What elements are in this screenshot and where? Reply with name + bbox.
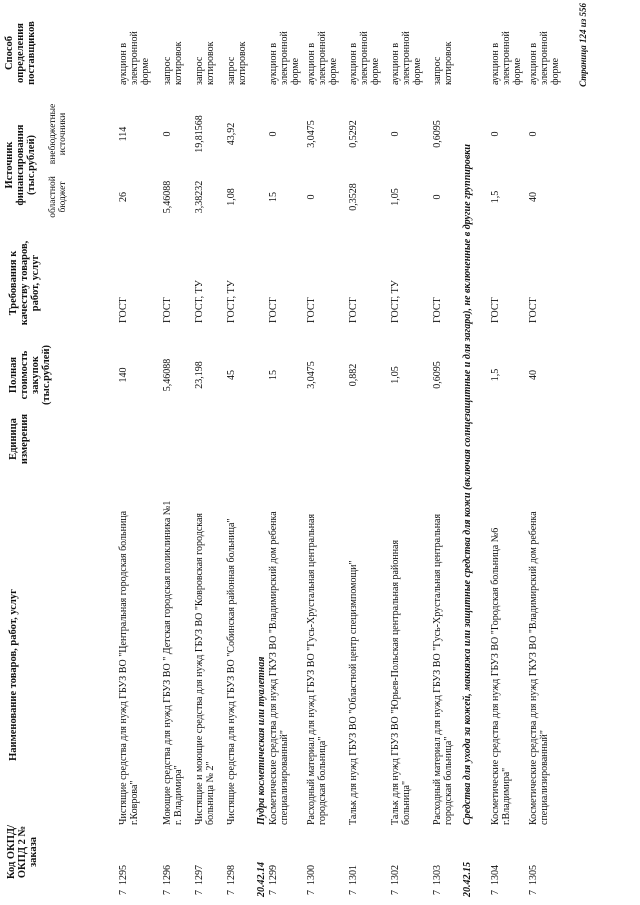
row-num: 1299 (268, 865, 279, 885)
row-prefix: 7 (226, 890, 237, 895)
row-other: 19,81568 (194, 115, 205, 153)
row-name: Косметические средства для нужд ГБУЗ ВО "Городская больница №6 г.Владимира" (490, 527, 512, 825)
header-method: Способ определения поставщиков (4, 21, 37, 85)
row-other: 43,92 (226, 122, 237, 146)
row-cost: 40 (528, 370, 539, 380)
group-code: 20.42.14 (256, 862, 267, 897)
header-funding-other: внебюджетные источники (48, 103, 68, 165)
row-prefix: 7 (528, 890, 539, 895)
row-method: запрос котировок (162, 41, 184, 85)
row-num: 1303 (432, 865, 443, 885)
row-req: ГОСТ (528, 297, 539, 323)
row-other: 0,5292 (348, 120, 359, 148)
row-num: 1295 (118, 865, 129, 885)
row-num: 1296 (162, 865, 173, 885)
row-other: 0,6095 (432, 120, 443, 148)
row-name: Расходный материал для нужд ГБУЗ ВО "Гусь-Хрустальная центральная городская больница" (432, 513, 454, 825)
row-prefix: 7 (390, 890, 401, 895)
row-req: ГОСТ (490, 297, 501, 323)
row-regional: 1,08 (226, 188, 237, 206)
row-num: 1302 (390, 865, 401, 885)
row-cost: 140 (118, 367, 129, 383)
row-req: ГОСТ (118, 297, 129, 323)
row-method: запрос котировок (432, 41, 454, 85)
row-regional: 1,5 (490, 190, 501, 204)
row-name: Моющие средства для нужд ГБУЗ ВО " Детская городская поликлиника №1 г. Владимира" (162, 500, 184, 825)
row-req: ГОСТ (348, 297, 359, 323)
row-regional: 40 (528, 192, 539, 202)
header-requirements: Требования к качеству товаров, работ, услуг (8, 240, 41, 326)
row-regional: 5,46088 (162, 180, 173, 214)
row-method: аукцион в электронной форме (268, 31, 301, 85)
row-method: аукцион в электронной форме (118, 31, 151, 85)
row-cost: 45 (226, 370, 237, 380)
row-num: 1298 (226, 865, 237, 885)
row-name: Расходный материал для нужд ГБУЗ ВО "Гусь-Хрустальная центральная городская больница" (306, 513, 328, 825)
row-num: 1304 (490, 865, 501, 885)
row-method: запрос котировок (194, 41, 216, 85)
row-req: ГОСТ (306, 297, 317, 323)
row-method: аукцион в электронной форме (390, 31, 423, 85)
row-name: Чистящие средства для нужд ГБУЗ ВО "Собинская районная больница" (226, 518, 237, 825)
row-cost: 0,6095 (432, 361, 443, 389)
row-num: 1300 (306, 865, 317, 885)
row-prefix: 7 (348, 890, 359, 895)
row-cost: 15 (268, 370, 279, 380)
row-name: Тальк для нужд ГБУЗ ВО "Областной центр специзмпомощи" (348, 560, 359, 825)
header-funding: Источник финансирования (тыс.рублей) (4, 124, 37, 206)
row-prefix: 7 (432, 890, 443, 895)
row-cost: 1,05 (390, 366, 401, 384)
row-regional: 3,38232 (194, 180, 205, 214)
header-unit: Единица измерения (8, 413, 30, 465)
row-num: 1301 (348, 865, 359, 885)
row-regional: 0 (432, 194, 443, 200)
row-name: Косметические средства для нужд ГКУЗ ВО "Владимирский дом ребенка специализированный" (528, 511, 550, 825)
row-cost: 0,882 (348, 363, 359, 387)
row-other: 0 (268, 131, 279, 137)
row-req: ГОСТ (268, 297, 279, 323)
row-prefix: 7 (306, 890, 317, 895)
group-name: Средства для ухода за кожей, макияжа или защитные средства для кожи (включая солнцезащитные и для загара), не включенные в другие группировки (462, 144, 473, 825)
row-regional: 15 (268, 192, 279, 202)
row-other: 114 (118, 126, 129, 142)
row-regional: 26 (118, 192, 129, 202)
row-num: 1297 (194, 865, 205, 885)
header-name: Наименование товаров, работ, услуг (8, 589, 19, 761)
row-method: аукцион в электронной форме (528, 31, 561, 85)
row-other: 3,0475 (306, 120, 317, 148)
row-method: аукцион в электронной форме (348, 31, 381, 85)
row-other: 0 (528, 131, 539, 137)
row-num: 1305 (528, 865, 539, 885)
row-req: ГОСТ (432, 297, 443, 323)
row-name: Чистящие и моющие средства для нужд ГБУЗ ВО "Ковровская городская больница № 2" (194, 512, 216, 825)
row-name: Косметические средства для нужд ГКУЗ ВО "Владимирский дом ребенка специализированный" (268, 511, 290, 825)
header-funding-regional: областной бюджет (48, 176, 68, 218)
row-prefix: 7 (118, 890, 129, 895)
row-other: 0 (490, 131, 501, 137)
row-req: ГОСТ (162, 297, 173, 323)
row-req: ГОСТ, ТУ (194, 280, 205, 323)
row-cost: 23,198 (194, 361, 205, 389)
row-regional: 0 (306, 194, 317, 200)
row-req: ГОСТ, ТУ (226, 280, 237, 323)
row-cost: 3,0475 (306, 361, 317, 389)
row-method: аукцион в электронной форме (306, 31, 339, 85)
group-code: 20.42.15 (462, 862, 473, 897)
row-name: Чистящие средства для нужд ГБУЗ ВО "Центральная городская больница г.Коврова" (118, 510, 140, 825)
header-code: Код ОКПД/ ОКПД 2 № заказа (6, 824, 39, 880)
header-cost: Полная стоимость закупок (тыс.рублей) (8, 344, 52, 406)
row-prefix: 7 (194, 890, 205, 895)
row-regional: 0,3528 (348, 183, 359, 211)
row-other: 0 (390, 131, 401, 137)
page-number: Страница 124 из 556 (578, 3, 588, 87)
row-method: запрос котировок (226, 41, 248, 85)
row-other: 0 (162, 131, 173, 137)
row-prefix: 7 (490, 890, 501, 895)
group-name: Пудра косметическая или туалетная (256, 656, 267, 825)
row-method: аукцион в электронной форме (490, 31, 523, 85)
row-prefix: 7 (268, 890, 279, 895)
row-req: ГОСТ, ТУ (390, 280, 401, 323)
row-regional: 1,05 (390, 188, 401, 206)
row-name: Тальк для нужд ГБУЗ ВО "Юрьев-Польская центральная районная больница" (390, 539, 412, 825)
row-cost: 1,5 (490, 368, 501, 382)
row-prefix: 7 (162, 890, 173, 895)
row-cost: 5,46088 (162, 358, 173, 392)
